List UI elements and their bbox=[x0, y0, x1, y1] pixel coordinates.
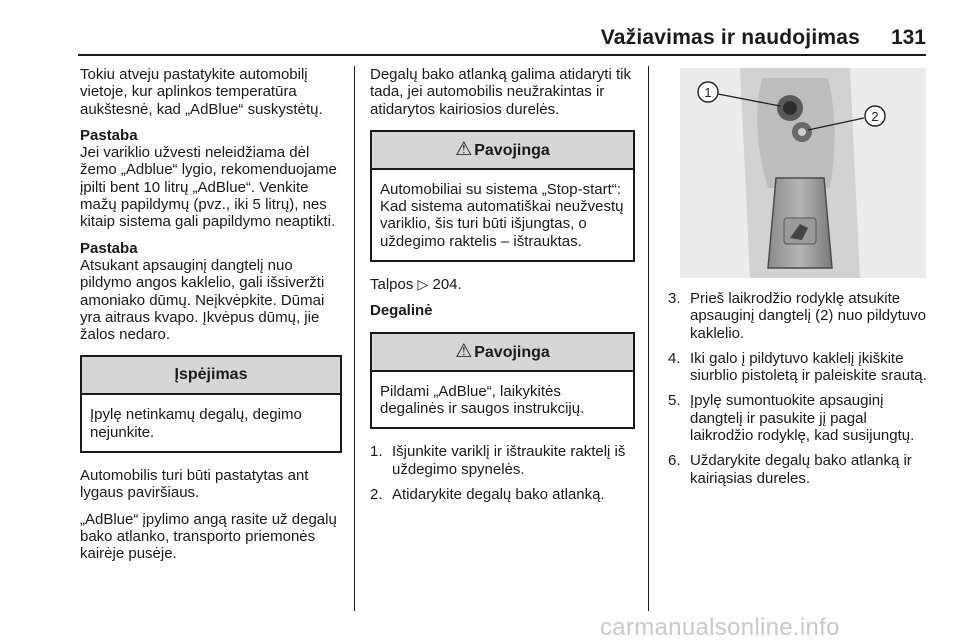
paragraph: Degalų bako atlanką galima atidaryti tik tada, jei automobilis neužrakintas ir atidarytos kairiosios durelės. bbox=[370, 66, 631, 118]
callout-label-1: 1 bbox=[704, 85, 712, 100]
adblue-filler-illustration bbox=[680, 68, 926, 278]
step-text: Įpylę sumontuokite apsauginį dangtelį ir pasukite jį pagal laikrodžio rodyklę, kad susijungtų. bbox=[690, 392, 915, 445]
list-item bbox=[370, 443, 635, 478]
step-number: 2. bbox=[370, 485, 383, 503]
note-text: Atsukant apsauginį dangtelį nuo pildymo angos kaklelio, gali išsiveržti amoniako dūmų. Neįkvėpkite. Dūmai yra aitraus kvapo. Įkvėpus dūmų, jie žalos nedaro. bbox=[80, 256, 325, 344]
list-item bbox=[668, 392, 930, 444]
xref-label: Talpos bbox=[370, 276, 414, 294]
paragraph: „AdBlue“ įpylimo angą rasite už degalų bako atlanko, transporto priemonės kairėje pusėje. bbox=[80, 510, 337, 563]
step-text: Uždarykite degalų bako atlanką ir kairiąsias dureles. bbox=[690, 452, 912, 487]
watermark: carmanualsonline.info bbox=[600, 614, 840, 641]
note-block bbox=[80, 240, 342, 344]
section-heading: Degalinė bbox=[370, 302, 433, 320]
page-number: 131 bbox=[890, 26, 926, 49]
header-rule bbox=[78, 54, 926, 56]
step-number: 5. bbox=[668, 392, 681, 410]
section-title: Važiavimas ir naudojimas bbox=[600, 26, 860, 49]
page-header bbox=[0, 0, 960, 60]
danger-box bbox=[370, 130, 635, 262]
column-3 bbox=[668, 290, 930, 495]
step-number: 3. bbox=[668, 290, 681, 307]
caution-box bbox=[80, 355, 342, 453]
cross-reference[interactable] bbox=[370, 276, 635, 293]
danger-title: Pavojinga bbox=[474, 141, 550, 159]
callout-label-2: 2 bbox=[871, 109, 879, 124]
warning-triangle-icon: ⚠ bbox=[455, 340, 473, 362]
column-2 bbox=[370, 66, 635, 511]
caution-text: Įpylę netinkamų degalų, degimo nejunkite. bbox=[90, 406, 302, 441]
paragraph: Tokiu atveju pastatykite automobilį vietoje, kur aplinkos temperatūra aukštesnė, kad „AdBlue“ suskystėtų. bbox=[80, 66, 323, 118]
note-title: Pastaba bbox=[80, 239, 138, 257]
danger-box bbox=[370, 332, 635, 430]
danger-header bbox=[372, 132, 633, 170]
column-divider-1 bbox=[354, 66, 355, 611]
warning-triangle-icon: ⚠ bbox=[455, 138, 473, 160]
note-block bbox=[80, 127, 342, 231]
note-text: Jei variklio užvesti neleidžiama dėl žemo „Adblue“ lygio, rekomenduojame įpilti bent 10 litrų „AdBlue“. Venkite mažų papildymų (pvz., iki 5 litrų), nes kitaip sistema gali papildymo neaptikti. bbox=[80, 144, 337, 231]
step-number: 6. bbox=[668, 452, 681, 470]
danger-title: Pavojinga bbox=[474, 343, 550, 361]
note-title: Pastaba bbox=[80, 126, 138, 144]
arrow-right-icon: ▷ bbox=[417, 276, 429, 293]
list-item bbox=[668, 452, 930, 487]
column-1 bbox=[80, 66, 342, 572]
steps-list bbox=[668, 290, 930, 487]
paragraph: Automobilis turi būti pastatytas ant lygaus paviršiaus. bbox=[80, 467, 309, 502]
list-item bbox=[370, 486, 635, 503]
steps-list bbox=[370, 443, 635, 503]
step-text: Iki galo į pildytuvo kaklelį įkiškite siurblio pistoletą ir paleiskite srautą. bbox=[690, 349, 927, 385]
step-text: Prieš laikrodžio rodyklę atsukite apsauginį dangtelį (2) nuo pildytuvo kaklelio. bbox=[690, 290, 926, 342]
danger-text: Automobiliai su sistema „Stop-start“: Kad sistema automatiškai neužvestų variklio, šis turi būti išjungtas, o uždegimo raktelis – ištrauktas. bbox=[380, 180, 624, 250]
illustration-svg bbox=[680, 68, 926, 278]
caution-title: Įspėjimas bbox=[82, 357, 340, 395]
list-item bbox=[668, 290, 930, 342]
xref-page: 204. bbox=[432, 276, 462, 294]
step-text: Atidarykite degalų bako atlanką. bbox=[392, 485, 605, 503]
step-text: Išjunkite variklį ir ištraukite raktelį iš uždegimo spynelės. bbox=[392, 443, 626, 478]
step-number: 1. bbox=[370, 443, 383, 461]
column-divider-2 bbox=[648, 66, 649, 611]
danger-text: Pildami „AdBlue“, laikykitės degalinės ir saugos instrukcijų. bbox=[380, 382, 585, 417]
step-number: 4. bbox=[668, 349, 681, 367]
danger-header bbox=[372, 334, 633, 372]
list-item bbox=[668, 350, 930, 385]
